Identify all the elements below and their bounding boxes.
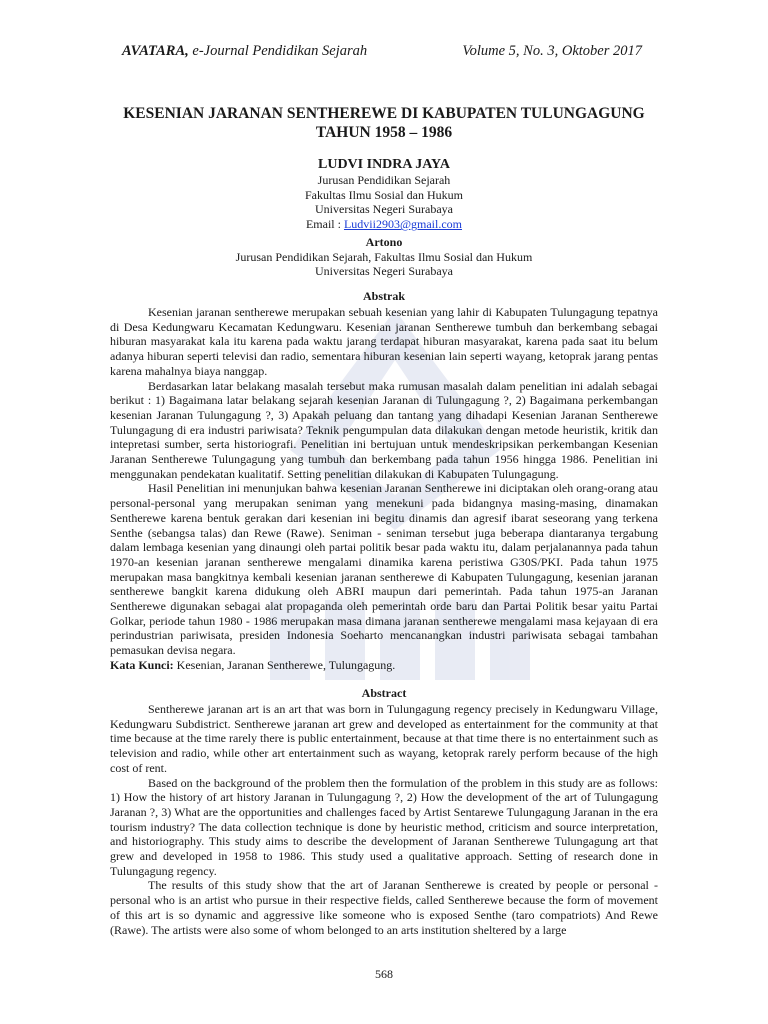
author-2-university: Universitas Negeri Surabaya — [315, 264, 453, 279]
journal-title: AVATARA, e-Journal Pendidikan Sejarah — [122, 43, 368, 59]
abstract-paragraph-1: Sentherewe jaranan art is an art that was born in Tulungagung regency precisely in Kedungwaru Village, Kedungwaru Subdistrict. Sentherewe jaranan art grew and developed as entertainment for the community at that time because at the time rarely there is public entertainment, because at that time there is no entertainment such as television and radio, while other art entertainment such as wayang, ketoprak rarely perform because of the high cost of rent. — [110, 702, 658, 775]
title-line-1: KESENIAN JARANAN SENTHEREWE DI KABUPATEN TULUNGAGUNG — [123, 105, 645, 122]
author-1-name: LUDVI INDRA JAYA — [318, 157, 450, 172]
abstract-body — [110, 702, 658, 937]
abstract-heading: Abstract — [361, 686, 407, 700]
running-head — [122, 43, 642, 60]
kata-kunci: Kata Kunci: Kesenian, Jaranan Sentherewe, Tulungagung. — [110, 657, 396, 672]
author-1-email: Email : Ludvii2903@gmail.com — [305, 217, 463, 232]
author-2-affiliation: Jurusan Pendidikan Sejarah, Fakultas Ilmu Sosial dan Hukum — [235, 249, 533, 264]
email-link[interactable]: Ludvii2903@gmail.com — [343, 217, 463, 232]
abstract-paragraph-3: The results of this study show that the art of Jaranan Sentherewe is created by people or personal - personal who is an artist who pursue in their respective fields, called Sentherewe because the form of movement of this art is so dynamic and aggressive like someone who is exposed Senthe (taro compatriots) And Rewe (Rawe). The artists were also some of whom belonged to an arts institution sheltered by a large — [110, 878, 658, 937]
paper-title — [100, 104, 668, 142]
abstrak-paragraph-2: Berdasarkan latar belakang masalah tersebut maka rumusan masalah dalam penelitian ini adalah sebagai berikut : 1) Bagaimana latar belakang sejarah kesenian Jaranan di Tulungagung ?, 2) Bagaimana perkembangan kesenian Jaranan Tulungagung ?, 3) Apakah peluang dan tantang yang dihadapi Kesenian Jaranan Sentherewe Tulungagung di era industri pariwisata? Teknik pengumpulan data dilakukan dengan metode heuristik, kritik dan intepretasi sumber, serta historiografi. Penelitian ini bertujuan untuk mendeskripsikan perkembangan Kesenian Jaranan Sentherewe Tulungagung yang tumbuh dan berkembang pada tahun 1956 hingga 1986. Penelitian ini menggunakan pendekatan kualitatif. Setting penelitian dilakukan di Kabupaten Tulungagung. — [110, 378, 658, 481]
abstract-paragraph-2: Based on the background of the problem then the formulation of the problem in this study are as follows: 1) How the history of art history Jaranan in Tulungagung ?, 2) How the development of the art of Tulungagung Jaranan ?, 3) What are the opportunities and challenges faced by Artist Sentarewe Tulungagung Jaranan in the era tourism industry? The data collection technique is done by heuristic method, criticism and source interpretation, and historiography. This study aims to describe the development of Jaranan Sentherewe Tulungagung art that grew and developed in 1958 to 1986. This study used a qualitative approach. Setting of research done in Tulungagung regency. — [110, 775, 658, 878]
abstrak-paragraph-3: Hasil Penelitian ini menunjukan bahwa kesenian Jaranan Sentherewe ini diciptakan oleh orang-orang atau personal-personal yang merupakan seniman yang menekuni pada bidangnya masing-masing, dinamakan Sentherewe karena bentuk gerakan dari kesenian ini begitu dinamis dan agresif ibarat seseorang yang terkena Senthe (sebangsa talas) dan Rewe (Rawe). Seniman - seniman tersebut juga beberapa diantaranya tergabung dalam lembaga kesenian yang dinaungi oleh partai politik besar pada waktu itu, dalam perjalanannya pada tahun 1970-an kesenian jaranan sentherewe mengalami dinamika karena peristiwa G30S/PKI. Pada tahun 1975 merupakan masa bangkitnya kembali kesenian jaranan sentherewe di Kabupaten Tulungagung, kesenian jaranan sentherewe bangkit karena didukung oleh ABRI maupun dari pemerintah. Pada tahun 1975-an Jaranan Sentherewe digunakan sebagai alat propaganda oleh pemerintah orde baru dan Partai Politik besar yaitu Partai Golkar, periode tahun 1980 - 1986 merupakan masa dimana jaranan sentherewe mengalami masa kejayaan di era perindustrian pariwisata, presiden Indonesia Soeharto mencanangkan industri pariwisata sebagai tambahan pemasukan devisa negara. — [110, 481, 658, 658]
abstrak-body — [110, 305, 658, 673]
author-1-dept: Jurusan Pendidikan Sejarah — [317, 173, 451, 187]
author-2-name: Artono — [365, 235, 403, 249]
journal-volume: Volume 5, No. 3, Oktober 2017 — [462, 43, 642, 59]
title-line-2: TAHUN 1958 – 1986 — [315, 124, 453, 141]
author-2-block — [100, 235, 668, 279]
author-1-university: Universitas Negeri Surabaya — [315, 202, 453, 217]
page-number: 568 — [375, 967, 393, 981]
author-1-faculty: Fakultas Ilmu Sosial dan Hukum — [305, 187, 463, 202]
abstrak-paragraph-1: Kesenian jaranan sentherewe merupakan sebuah kesenian yang lahir di Kabupaten Tulungagung tepatnya di Desa Kedungwaru Kecamatan Kedungwaru. Kesenian jaranan Sentherewe tumbuh dan berkembang sebagai hiburan masyarakat kala itu karena pada waktu jarang terdapat hiburan masyarakat, karena pada saat itu belum adanya hiburan seperti televisi dan radio, sementara hiburan kesenian lain seperti wayang, ketoprak jarang pentas karena mahalnya biaya nanggap. — [110, 305, 658, 378]
author-1-block — [100, 156, 668, 232]
abstrak-heading: Abstrak — [362, 289, 405, 303]
